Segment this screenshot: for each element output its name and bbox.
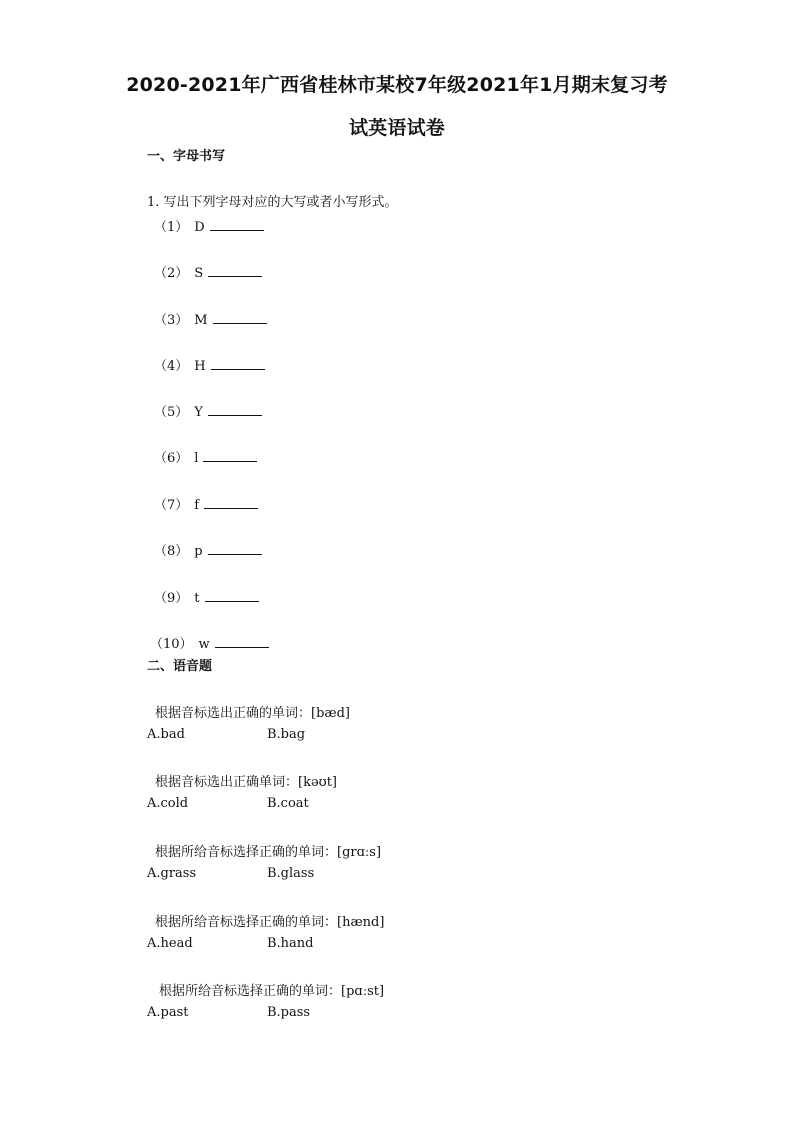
phonetic-question-prompt: 根据音标选出正确的单词：[bæd] bbox=[155, 706, 351, 721]
phonetic-question-prompt: 根据所给音标选择正确的单词：[grɑːs] bbox=[155, 845, 382, 860]
question-1-stem: 1. 写出下列字母对应的大写或者小写形式。 bbox=[147, 195, 398, 210]
option-a[interactable]: A.cold bbox=[147, 796, 189, 811]
item-letter: l bbox=[194, 451, 199, 466]
phonetic-question-prompt: 根据音标选出正确单词：[kəʊt] bbox=[155, 775, 338, 790]
item-number: （7） bbox=[154, 498, 189, 513]
item-letter: w bbox=[198, 637, 210, 652]
letter-item bbox=[154, 494, 258, 513]
item-number: （2） bbox=[154, 266, 189, 281]
item-letter: t bbox=[194, 591, 200, 606]
letter-item bbox=[150, 633, 269, 652]
section-heading-letter-writing: 一、字母书写 bbox=[147, 149, 226, 164]
letter-item bbox=[154, 540, 262, 559]
option-b[interactable]: B.bag bbox=[267, 727, 306, 742]
letter-item bbox=[154, 447, 257, 466]
answer-blank[interactable] bbox=[215, 635, 269, 648]
answer-blank[interactable] bbox=[208, 403, 262, 416]
item-number: （8） bbox=[154, 544, 189, 559]
page-title-line-2: 试英语试卷 bbox=[348, 117, 445, 139]
option-b[interactable]: B.hand bbox=[267, 936, 314, 951]
item-number: （5） bbox=[154, 405, 189, 420]
answer-blank[interactable] bbox=[208, 542, 262, 555]
phonetic-question-prompt: 根据所给音标选择正确的单词：[hænd] bbox=[155, 915, 385, 930]
item-number: （4） bbox=[154, 359, 189, 374]
item-letter: M bbox=[194, 313, 208, 328]
letter-item bbox=[154, 216, 264, 235]
item-number: （10） bbox=[150, 637, 193, 652]
option-a[interactable]: A.past bbox=[147, 1005, 189, 1020]
answer-blank[interactable] bbox=[211, 357, 265, 370]
item-letter: p bbox=[194, 544, 203, 559]
item-letter: H bbox=[194, 359, 206, 374]
answer-blank[interactable] bbox=[208, 264, 262, 277]
item-number: （1） bbox=[154, 220, 189, 235]
option-b[interactable]: B.coat bbox=[267, 796, 309, 811]
option-a[interactable]: A.grass bbox=[147, 866, 197, 881]
item-letter: Y bbox=[194, 405, 203, 420]
option-a[interactable]: A.bad bbox=[147, 727, 185, 742]
phonetic-question-prompt: 根据所给音标选择正确的单词：[pɑːst] bbox=[159, 984, 385, 999]
letter-item bbox=[154, 309, 267, 328]
option-b[interactable]: B.pass bbox=[267, 1005, 311, 1020]
answer-blank[interactable] bbox=[213, 311, 267, 324]
answer-blank[interactable] bbox=[205, 589, 259, 602]
item-number: （9） bbox=[154, 591, 189, 606]
item-number: （3） bbox=[154, 313, 189, 328]
section-heading-phonetics: 二、语音题 bbox=[147, 659, 213, 674]
letter-item bbox=[154, 587, 259, 606]
option-b[interactable]: B.glass bbox=[267, 866, 315, 881]
letter-item bbox=[154, 355, 265, 374]
option-a[interactable]: A.head bbox=[147, 936, 193, 951]
item-letter: S bbox=[194, 266, 204, 281]
answer-blank[interactable] bbox=[204, 496, 258, 509]
page-title-line-1: 2020-2021年广西省桂林市某校7年级2021年1月期末复习考 bbox=[126, 74, 668, 96]
item-number: （6） bbox=[154, 451, 189, 466]
answer-blank[interactable] bbox=[210, 218, 264, 231]
letter-item bbox=[154, 401, 262, 420]
item-letter: D bbox=[194, 220, 205, 235]
answer-blank[interactable] bbox=[203, 449, 257, 462]
letter-item bbox=[154, 262, 262, 281]
item-letter: f bbox=[194, 498, 200, 513]
